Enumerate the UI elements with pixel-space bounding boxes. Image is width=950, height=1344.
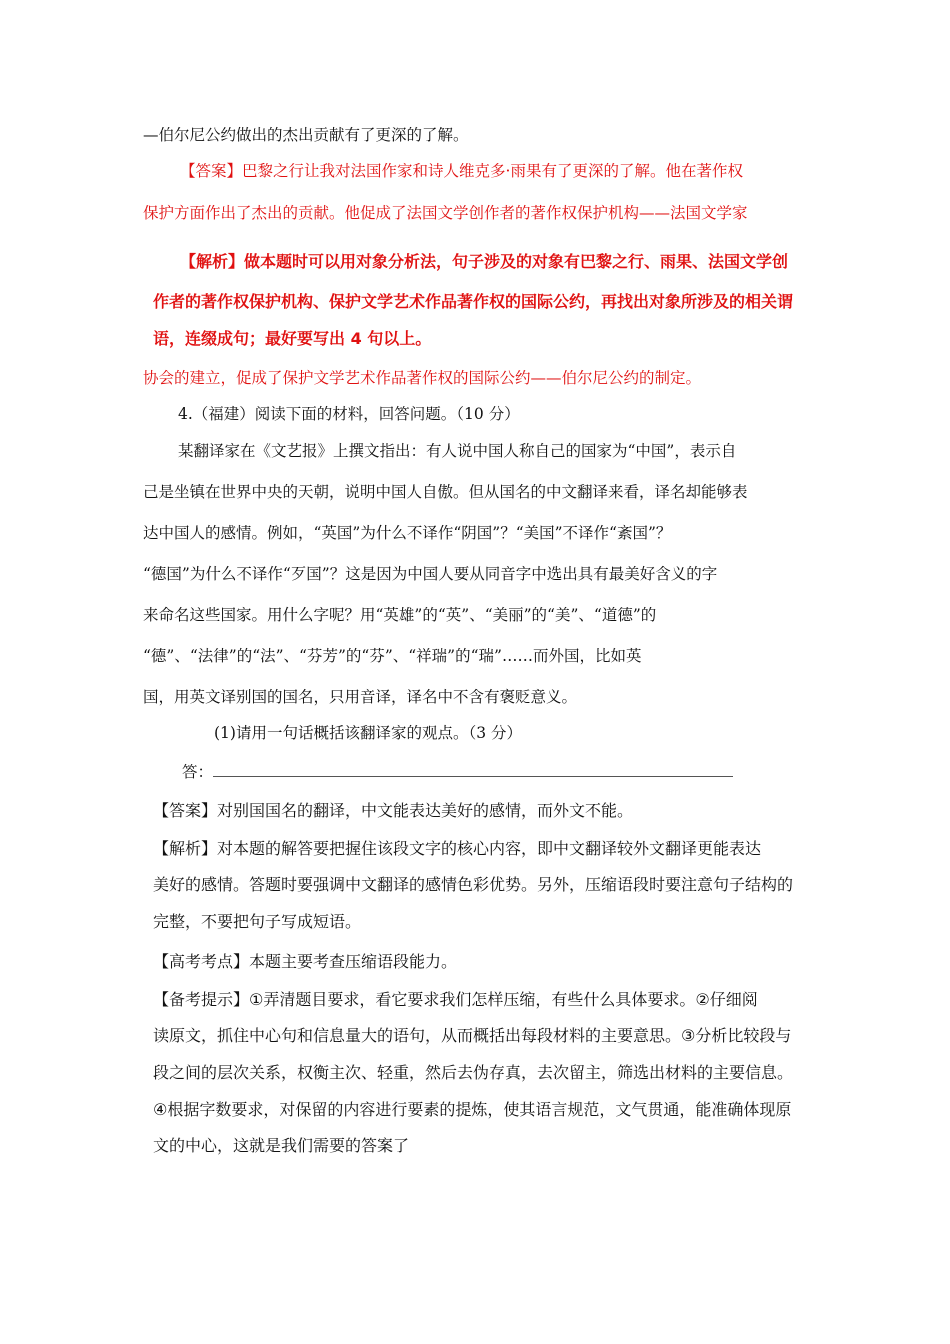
passage-line: 来命名这些国家。用什么字呢？用“英雄”的“英”、“美丽”的“美”、“道德”的 — [143, 606, 657, 624]
analysis-2-line: 完整，不要把句子写成短语。 — [153, 912, 362, 931]
answer-blank-line — [213, 764, 733, 777]
continuation-line: —伯尔尼公约做出的杰出贡献有了更深的了解。 — [143, 126, 469, 144]
passage-line: 己是坐镇在世界中央的天朝，说明中国人自傲。但从国名的中文翻译来看，译名却能够表 — [143, 483, 748, 501]
tips-line: ④根据字数要求，对保留的内容进行要素的提炼，使其语言规范，文气贯通，能准确体现原 — [153, 1100, 792, 1119]
answer-line-end: 协会的建立，促成了保护文学艺术作品著作权的国际公约——伯尔尼公约的制定。 — [143, 369, 702, 387]
tips-line: 段之间的层次关系，权衡主次、轻重，然后去伪存真，去次留主，筛选出材料的主要信息。 — [153, 1063, 794, 1082]
analysis-line-3: 语，连缀成句；最好要写出 4 句以上。 — [153, 329, 432, 348]
tips-line: 【备考提示】①弄清题目要求，看它要求我们怎样压缩，有些什么具体要求。②仔细阅 — [153, 990, 758, 1009]
passage-line: 达中国人的感情。例如，“英国”为什么不译作“阴国”？“美国”不译作“紊国”？ — [143, 524, 672, 542]
sub-question-1: (1)请用一句话概括该翻译家的观点。（3 分） — [214, 724, 522, 742]
analysis-line-2: 作者的著作权保护机构、保护文学艺术作品著作权的国际公约，再找出对象所涉及的相关谓 — [153, 292, 794, 311]
answer-tag: 【答案】 — [180, 162, 243, 180]
answer-line-2: 保护方面作出了杰出的贡献。他促成了法国文学创作者的著作权保护机构——法国文学家 — [143, 204, 748, 222]
question-4-title: 4.（福建）阅读下面的材料，回答问题。（10 分） — [178, 405, 520, 423]
answer-prompt-row — [182, 764, 733, 781]
answer-prompt-label: 答： — [182, 763, 214, 781]
analysis-2-line: 美好的感情。答题时要强调中文翻译的感情色彩优势。另外，压缩语段时要注意句子结构的 — [153, 875, 794, 894]
passage-line: 国，用英文译别国的国名，只用音译，译名中不含有褒贬意义。 — [143, 688, 578, 706]
analysis-2-line: 【解析】对本题的解答要把握住该段文字的核心内容，即中文翻译较外文翻译更能表达 — [153, 839, 762, 858]
analysis-line-1: 【解析】做本题时可以用对象分析法，句子涉及的对象有巴黎之行、雨果、法国文学创 — [180, 252, 789, 271]
passage-line: “德国”为什么不译作“歹国”？这是因为中国人要从同音字中选出具有最美好含义的字 — [143, 565, 718, 583]
passage-line: 某翻译家在《文艺报》上撰文指出：有人说中国人称自己的国家为“中国”，表示自 — [178, 442, 737, 460]
tips-line: 文的中心，这就是我们需要的答案了 — [153, 1136, 410, 1155]
answer-line-1 — [180, 164, 743, 180]
passage-line: “德”、“法律”的“法”、“芬芳”的“芬”、“祥瑞”的“瑞”……而外国，比如英 — [143, 647, 642, 665]
answer-text-1: 巴黎之行让我对法国作家和诗人维克多·雨果有了更深的了解。他在著作权 — [242, 162, 743, 180]
tips-line: 读原文，抓住中心句和信息量大的语句，从而概括出每段材料的主要意思。③分析比较段与 — [153, 1026, 792, 1045]
answer-2: 【答案】对别国国名的翻译，中文能表达美好的感情，而外文不能。 — [153, 801, 634, 820]
exam-point: 【高考考点】本题主要考查压缩语段能力。 — [153, 952, 458, 971]
